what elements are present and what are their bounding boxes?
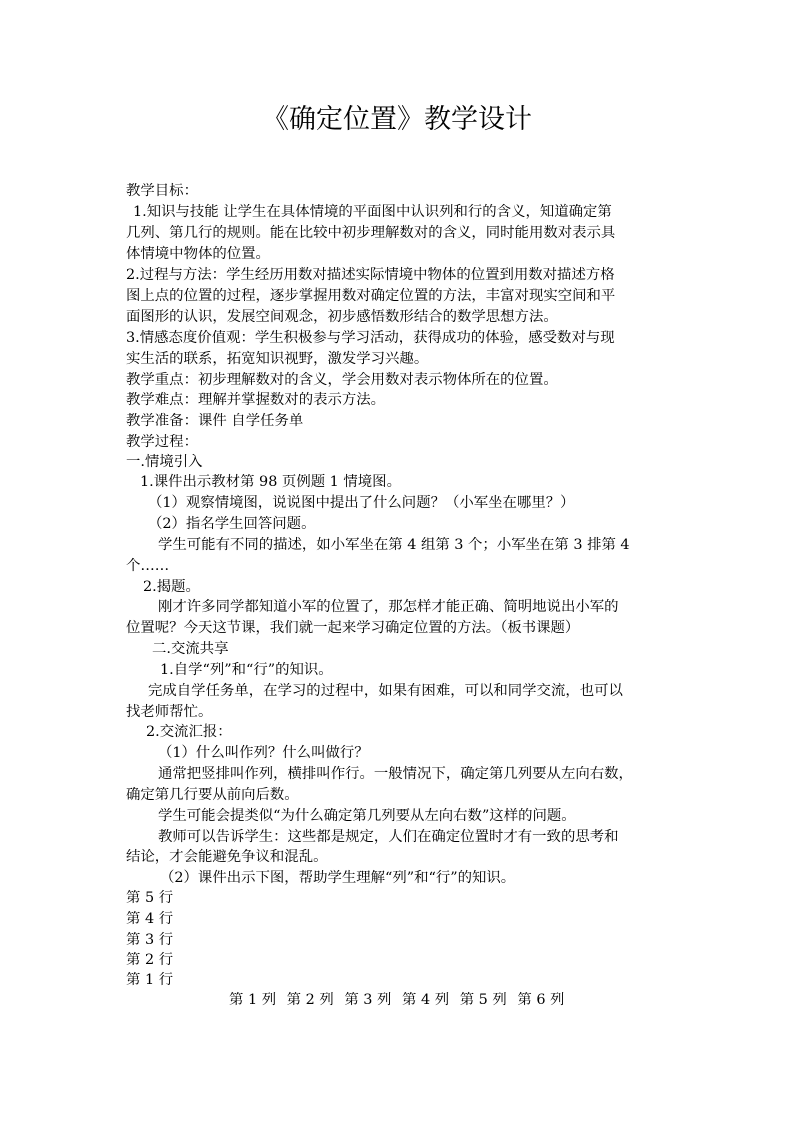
text-line: 结论，才会能避免争议和混乱。 (126, 849, 328, 865)
text-line: （2）指名学生回答问题。 (148, 516, 316, 532)
row-label: 第 5 行 (126, 890, 174, 906)
text-line: 学生可能会提类似“为什么确定第几列要从左向右数”这样的问题。 (158, 808, 576, 824)
text-line: 学生可能有不同的描述，如小军坐在第 4 组第 3 个；小军坐在第 3 排第 4 (158, 537, 630, 553)
text-line: 刚才许多同学都知道小军的位置了，那怎样才能正确、简明地说出小军的 (158, 599, 619, 615)
text-line: （2）课件出示下图，帮助学生理解“列”和“行”的知识。 (160, 870, 516, 886)
text-line: 位置呢？今天这节课，我们就一起来学习确定位置的方法。（板书课题） (126, 620, 580, 636)
text-line: 教学准备：课件 自学任务单 (126, 413, 304, 429)
row-label: 第 2 行 (126, 952, 174, 968)
row-label: 第 1 行 (126, 972, 174, 988)
text-line: 个…… (126, 558, 170, 574)
text-line: 2.交流汇报： (146, 724, 232, 740)
text-line: 实生活的联系，拓宽知识视野，激发学习兴趣。 (126, 351, 429, 367)
text-line: 1.自学“列”和“行”的知识。 (160, 662, 333, 678)
column-label: 第 3 列 (344, 992, 392, 1008)
text-line: 一.情境引入 (126, 454, 203, 470)
text-line: 图上点的位置的过程，逐步掌握用数对确定位置的方法，丰富对现实空间和平 (126, 288, 616, 304)
text-line: 完成自学任务单，在学习的过程中，如果有困难，可以和同学交流，也可以 (148, 683, 623, 699)
text-line: （1）观察情境图，说说图中提出了什么问题？（小军坐在哪里？） (148, 495, 575, 511)
column-label: 第 1 列 (229, 992, 277, 1008)
text-line: 教学过程： (126, 434, 198, 450)
text-line: 找老师帮忙。 (126, 704, 213, 720)
text-line: 2.揭题。 (143, 579, 200, 595)
text-line: 二.交流共享 (152, 641, 229, 657)
text-line: 1.课件出示教材第 98 页例题 1 情境图。 (140, 474, 401, 490)
text-line: 2.过程与方法：学生经历用数对描述实际情境中物体的位置到用数对描述方格 (126, 267, 615, 283)
document-title: 《确定位置》教学设计 (262, 104, 532, 135)
text-line: 面图形的认识，发展空间观念，初步感悟数形结合的数学思想方法。 (126, 309, 558, 325)
text-line: （1）什么叫作列？什么叫做行？ (158, 745, 369, 761)
column-label: 第 4 列 (402, 992, 450, 1008)
column-label: 第 5 列 (459, 992, 507, 1008)
text-line: 教师可以告诉学生：这些都是规定，人们在确定位置时才有一致的思考和 (158, 829, 619, 845)
text-line: 3.情感态度价值观：学生积极参与学习活动，获得成功的体验，感受数对与现 (126, 330, 615, 346)
text-line: 教学难点：理解并掌握数对的表示方法。 (126, 392, 386, 408)
row-label: 第 3 行 (126, 932, 174, 948)
column-labels (229, 990, 570, 1010)
text-line: 几列、第几行的规则。能在比较中初步理解数对的含义，同时能用数对表示具 (126, 225, 616, 241)
text-line: 教学重点：初步理解数对的含义，学会用数对表示物体所在的位置。 (126, 372, 558, 388)
text-line: 教学目标： (126, 183, 198, 199)
text-line: 通常把竖排叫作列，横排叫作行。一般情况下，确定第几列要从左向右数， (158, 766, 633, 782)
row-label: 第 4 行 (126, 911, 174, 927)
column-label: 第 2 列 (286, 992, 334, 1008)
text-line: 体情境中物体的位置。 (126, 246, 270, 262)
text-line: 1.知识与技能 让学生在具体情境的平面图中认识列和行的含义，知道确定第 (133, 204, 612, 220)
text-line: 确定第几行要从前向后数。 (126, 787, 299, 803)
column-label: 第 6 列 (517, 992, 565, 1008)
